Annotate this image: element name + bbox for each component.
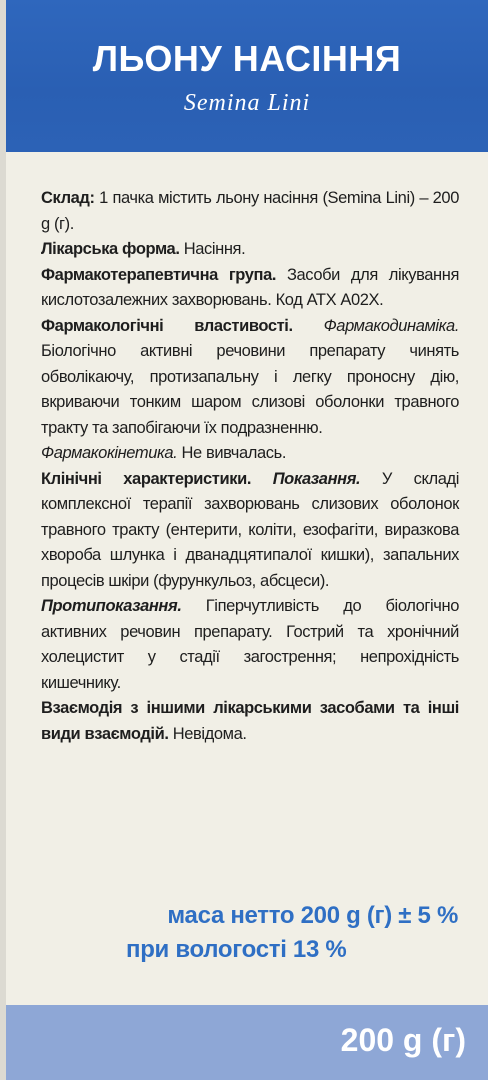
footer-band [6,1005,488,1080]
box-edge [0,0,6,1080]
properties-paragraph [41,314,459,442]
contraindications-paragraph [41,594,459,696]
clinical-label: Клінічні характеристики. [41,469,252,488]
net-weight-line: маса нетто 200 g (г) ± 5 % [167,902,458,929]
product-latin-name: Semina Lini [183,90,311,116]
form-text: Насіння. [179,240,246,258]
composition-text: 1 пачка містить льону насіння (Semina Lini) – 200 g (г). [41,189,459,233]
pharmacokinetics-paragraph [41,441,459,467]
contraindications-label: Протипоказання. [41,597,182,615]
interaction-text: Невідома. [168,724,247,743]
group-label: Фармакотерапевтична група. [41,265,277,284]
pharmacokinetics-text: Не вивчалась. [177,444,287,462]
moisture-line: при вологості 13 % [126,936,347,963]
interaction-paragraph [41,696,459,747]
indications-label: Показання. [272,469,361,488]
interaction-label: Взаємодія з іншими лікарськими засобами та інші види взаємодій. [41,699,459,743]
indications-text: У складі комплексної терапії захворювань слизових оболонок травного тракту (ентерити, коліти, езофагіти, виразкова хвороба шлунка і дванадцятипалої кишки), запальних процесів шкіри (фурункульоз, абсцеси). [41,469,459,590]
pharmacodynamics-label: Фармакодинаміка. [323,316,460,335]
pharmacokinetics-label: Фармакокінетика. [41,444,178,462]
pharmacodynamics-text: Біологічно активні речовини препарату чинять обволікаючу, протизапальну і легку проносну дію, вкриваючи тонким шаром слизові оболонки травного тракту та запобігаючи їх подразненню. [41,342,459,437]
composition-label: Склад: [41,189,95,207]
clinical-paragraph [41,467,459,595]
header-band [6,0,488,152]
group-text: Засоби для лікування кислотозалежних захворювань. Код АТХ А02Х. [41,265,460,309]
form-label: Лікарська форма. [41,240,180,258]
leaflet-text [41,186,459,747]
package-weight: 200 g (г) [340,1022,466,1058]
form-paragraph [41,237,459,263]
composition-paragraph [41,186,459,237]
properties-label: Фармакологічні властивості. [41,316,293,335]
net-weight-block [118,899,458,967]
contraindications-text: Гіперчутливість до біологічно активних речовин препарату. Гострий та хронічний холецистит у стадії загострення; непрохідність кишечнику. [41,597,459,692]
group-paragraph [41,263,459,314]
product-title: ЛЬОНУ НАСІННЯ [92,38,402,79]
